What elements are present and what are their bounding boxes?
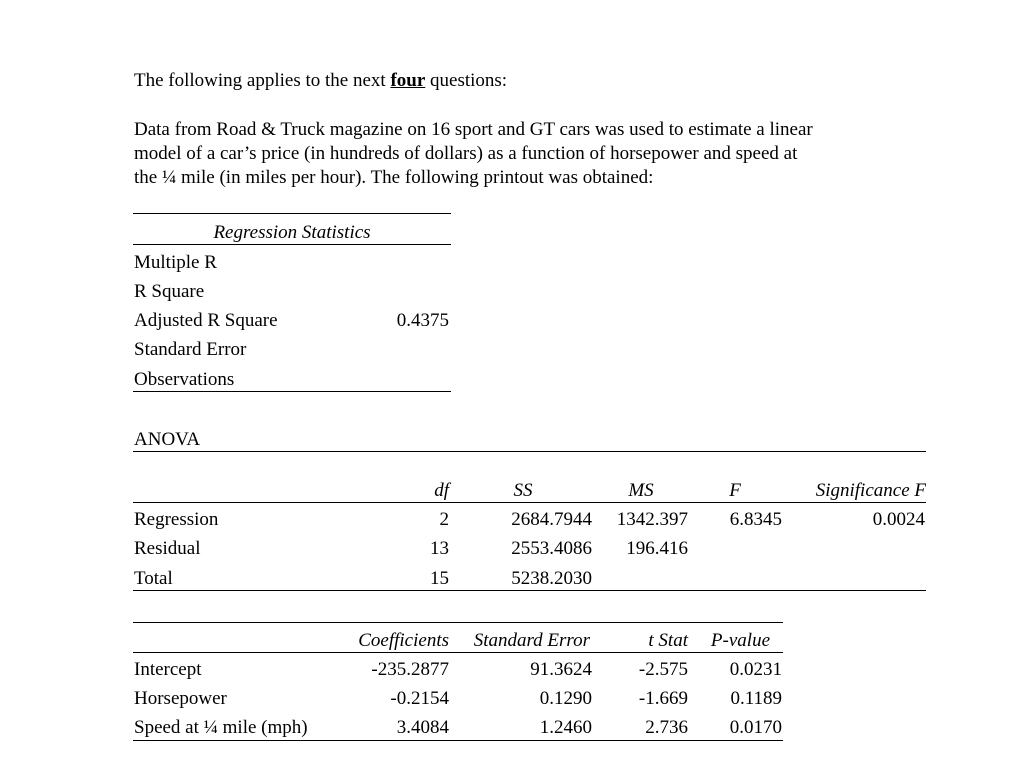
- coef-header-standard-error: Standard Error: [473, 630, 590, 651]
- anova-label-total: Total: [134, 568, 173, 589]
- anova-title: ANOVA: [134, 429, 201, 450]
- coef-header-p-value: P-value: [710, 630, 770, 651]
- anova-df-residual: 13: [430, 538, 449, 559]
- anova-ms-regression: 1342.397: [616, 509, 688, 530]
- coef-value-horsepower: -0.2154: [390, 688, 449, 709]
- coef-header-t-stat: t Stat: [648, 630, 688, 651]
- coef-value-intercept: -235.2877: [371, 659, 449, 680]
- anova-ss-total: 5238.2030: [511, 568, 592, 589]
- regstats-value-adjusted-r-square: 0.4375: [396, 310, 449, 331]
- coef-p-horsepower: 0.1189: [730, 688, 782, 709]
- coef-value-speed: 3.4084: [396, 717, 449, 738]
- description-line-2: model of a car’s price (in hundreds of dollars) as a function of horsepower and speed at: [134, 143, 798, 164]
- intro-emphasis: four: [390, 70, 426, 91]
- anova-label-regression: Regression: [134, 509, 219, 530]
- regstats-label-standard-error: Standard Error: [134, 339, 247, 360]
- coef-header-coefficients: Coefficients: [358, 630, 449, 651]
- coef-se-horsepower: 0.1290: [539, 688, 592, 709]
- anova-header-rule: [133, 502, 926, 503]
- coef-se-intercept: 91.3624: [530, 659, 592, 680]
- anova-bottom-rule: [133, 590, 926, 591]
- coef-t-horsepower: -1.669: [638, 688, 688, 709]
- coef-label-speed: Speed at ¼ mile (mph): [134, 717, 308, 738]
- regstats-title-rule: [133, 244, 451, 245]
- intro-suffix: questions:: [425, 70, 508, 91]
- anova-ss-regression: 2684.7944: [511, 509, 592, 530]
- coef-p-speed: 0.0170: [729, 717, 782, 738]
- description-line-3: the ¼ mile (in miles per hour). The following printout was obtained:: [134, 167, 654, 188]
- anova-header-f: F: [729, 480, 741, 501]
- anova-ss-residual: 2553.4086: [511, 538, 592, 559]
- anova-label-residual: Residual: [134, 538, 201, 559]
- description-line-1: Data from Road & Truck magazine on 16 sport and GT cars was used to estimate a linear: [134, 119, 813, 140]
- anova-sig-regression: 0.0024: [872, 509, 925, 530]
- coef-label-intercept: Intercept: [134, 659, 202, 680]
- coef-se-speed: 1.2460: [539, 717, 592, 738]
- anova-header-ms: MS: [628, 480, 654, 501]
- coef-p-intercept: 0.0231: [729, 659, 782, 680]
- coef-t-intercept: -2.575: [638, 659, 688, 680]
- anova-ms-residual: 196.416: [626, 538, 688, 559]
- anova-df-total: 15: [430, 568, 449, 589]
- regstats-title: Regression Statistics: [213, 222, 371, 243]
- coef-header-rule: [133, 652, 783, 653]
- anova-df-regression: 2: [439, 509, 449, 530]
- intro-line: [134, 70, 507, 92]
- regstats-top-rule: [133, 213, 451, 214]
- coef-top-rule: [133, 622, 783, 623]
- anova-f-regression: 6.8345: [729, 509, 782, 530]
- anova-top-rule: [133, 451, 926, 452]
- anova-header-ss: SS: [513, 480, 533, 501]
- regstats-label-r-square: R Square: [134, 281, 205, 302]
- coef-t-speed: 2.736: [645, 717, 688, 738]
- anova-header-significance-f: Significance F: [815, 480, 926, 501]
- regstats-label-adjusted-r-square: Adjusted R Square: [134, 310, 278, 331]
- coef-label-horsepower: Horsepower: [134, 688, 227, 709]
- intro-prefix: The following applies to the next: [134, 70, 391, 91]
- coef-bottom-rule: [133, 740, 783, 741]
- regstats-bottom-rule: [133, 391, 451, 392]
- regstats-label-multiple-r: Multiple R: [134, 252, 217, 273]
- regstats-label-observations: Observations: [134, 369, 235, 390]
- anova-header-df: df: [434, 480, 449, 501]
